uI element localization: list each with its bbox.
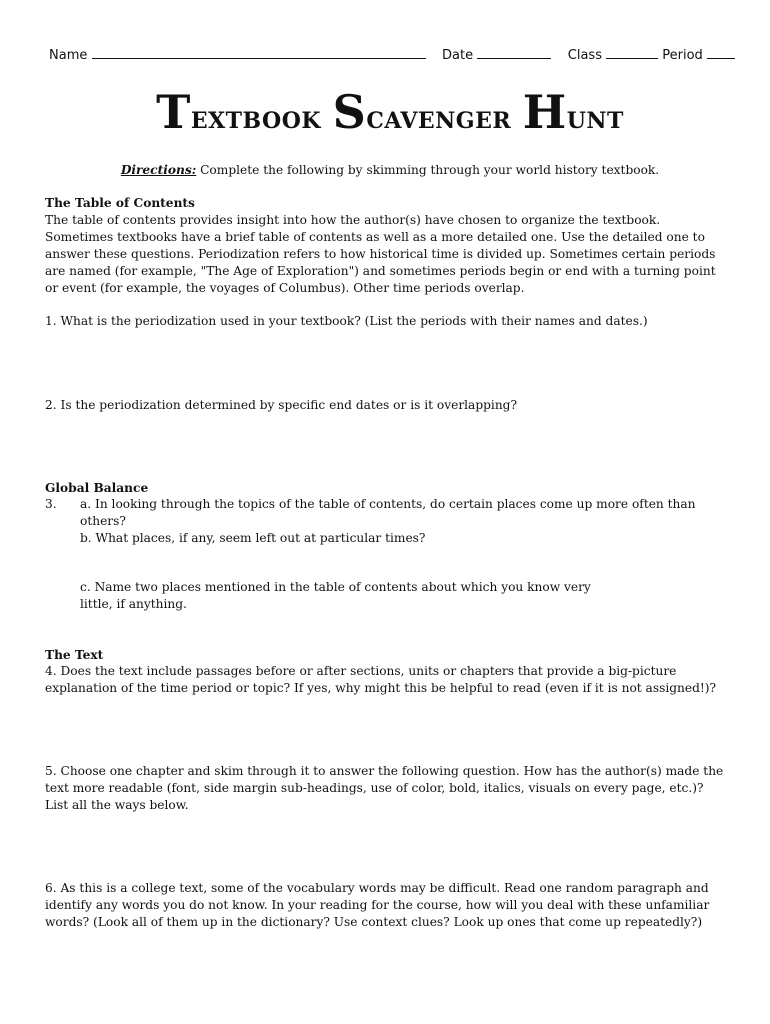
title-initial: T	[156, 85, 191, 139]
question-3b: b. What places, if any, seem left out at particular times?	[80, 531, 426, 545]
question-3a: a. In looking through the topics of the table of contents, do certain places come up more often than others?	[80, 497, 696, 528]
toc-section	[45, 195, 730, 297]
directions-text: Complete the following by skimming through your world history textbook.	[200, 163, 660, 177]
class-label: Class	[567, 48, 602, 63]
name-blank[interactable]	[92, 46, 426, 59]
question-4: 4. Does the text include passages before or after sections, units or chapters that provide a big-picture explanation of the time period or topic? If yes, why might this be helpful to read (even if it is not assigned!)?	[45, 664, 717, 695]
date-label: Date	[442, 48, 474, 63]
title-word: unt	[566, 98, 624, 136]
text-heading	[45, 647, 730, 664]
section-heading: Global Balance	[45, 481, 149, 495]
page-title	[45, 85, 735, 141]
date-blank[interactable]	[477, 46, 551, 59]
student-info-header	[49, 46, 739, 64]
name-label: Name	[49, 48, 88, 63]
period-label: Period	[662, 48, 703, 63]
title-initial: S	[332, 85, 367, 139]
question-3-number: 3.	[45, 497, 57, 511]
question-5: 5. Choose one chapter and skim through it to answer the following question. How has the author(s) made the text more readable (font, side margin sub-headings, use of color, bold, italics, visuals on every page, etc.)? List all the ways below.	[45, 764, 724, 812]
class-blank[interactable]	[606, 46, 658, 59]
title-word: cavenger	[366, 98, 512, 136]
question-3c: c. Name two places mentioned in the table of contents about which you know very little, if anything.	[80, 580, 591, 611]
question-2: 2. Is the periodization determined by specific end dates or is it overlapping?	[45, 398, 518, 412]
question-6: 6. As this is a college text, some of the vocabulary words may be difficult. Read one random paragraph and identify any words you do not know. In your reading for the course, how will you deal with these unfamiliar words? (Look all of them up in the dictionary? Use context clues? Look up ones that come up repeatedly?)	[45, 881, 710, 929]
section-heading: The Text	[45, 648, 104, 662]
question-1: 1. What is the periodization used in your textbook? (List the periods with their names and dates.)	[45, 314, 648, 328]
directions-label: Directions:	[120, 163, 197, 177]
title-initial: H	[522, 85, 567, 139]
period-blank[interactable]	[707, 46, 735, 59]
global-balance-heading	[45, 480, 730, 497]
toc-heading: The Table of Contents	[45, 196, 195, 210]
toc-body: The table of contents provides insight into how the author(s) have chosen to organize the textbook. Sometimes textbooks have a brief table of contents as well as a more detailed one. Use the detailed one to answer these questions. Periodization refers to how historical time is divided up. Sometimes certain periods are named (for example, "The Age of Exploration") and sometimes periods begin or end with a turning point or event (for example, the voyages of Columbus). Other time periods overlap.	[45, 213, 716, 295]
directions	[45, 162, 735, 179]
title-word: extbook	[190, 98, 321, 136]
